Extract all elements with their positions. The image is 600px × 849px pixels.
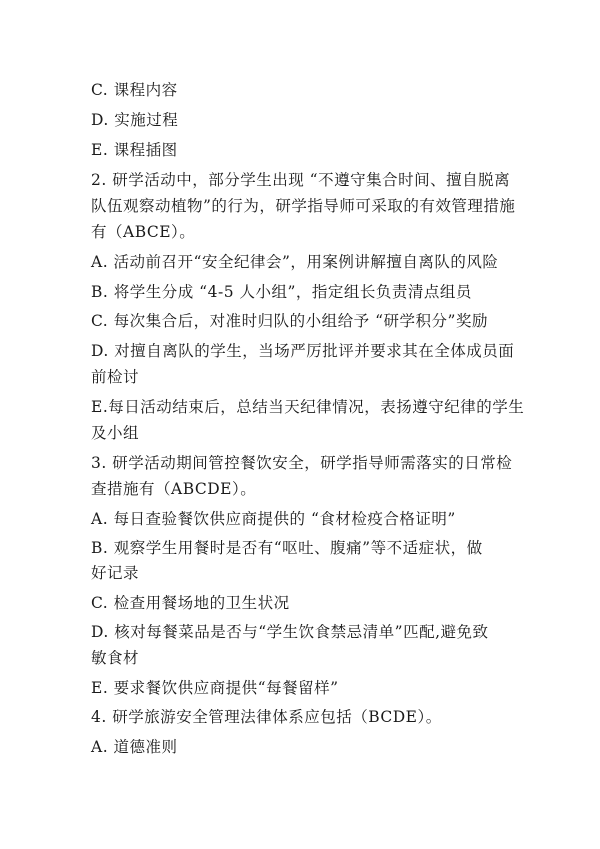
q2-option-e-line-2: 及小组 [91, 424, 140, 442]
q2-option-b: B. 将学生分成 “4-5 人小组”，指定组长负责清点组员 [91, 283, 472, 301]
q3-option-c: C. 检查用餐场地的卫生状况 [91, 594, 290, 612]
option-e-illustrations: E. 课程插图 [91, 141, 178, 159]
question-3-answer: 查措施有（ABCDE）。 [91, 480, 257, 498]
q2-option-c: C. 每次集合后，对准时归队的小组给予 “研学积分”奖励 [91, 312, 488, 330]
q3-option-a: A. 每日查验餐饮供应商提供的 “食材检疫合格证明” [91, 510, 456, 528]
q2-option-e-line-1: E.每日活动结束后，总结当天纪律情况，表扬遵守纪律的学生 [91, 398, 525, 416]
q4-option-a: A. 道德准则 [91, 738, 178, 756]
question-2-line-1: 2. 研学活动中，部分学生出现 “不遵守集合时间、擅自脱离 [91, 171, 511, 189]
q3-option-d-line-2: 敏食材 [91, 649, 140, 667]
q2-option-d-line-2: 前检讨 [91, 368, 140, 386]
q3-option-d-line-1: D. 核对每餐菜品是否与“学生饮食禁忌清单”匹配,避免致 [91, 623, 489, 641]
question-2-answer: 有（ABCE）。 [91, 223, 196, 241]
question-3-line-1: 3. 研学活动期间管控餐饮安全，研学指导师需落实的日常检 [91, 454, 513, 472]
option-c-course-content: C. 课程内容 [91, 81, 178, 99]
q2-option-a: A. 活动前召开“安全纪律会”，用案例讲解擅自离队的风险 [91, 253, 499, 271]
q3-option-e: E. 要求餐饮供应商提供“每餐留样” [91, 679, 339, 697]
option-d-implementation: D. 实施过程 [91, 111, 179, 129]
q3-option-b-line-1: B. 观察学生用餐时是否有“呕吐、腹痛”等不适症状，做 [91, 539, 483, 557]
question-4: 4. 研学旅游安全管理法律体系应包括（BCDE）。 [91, 708, 442, 726]
q3-option-b-line-2: 好记录 [91, 564, 140, 582]
q2-option-d-line-1: D. 对擅自离队的学生，当场严厉批评并要求其在全体成员面 [91, 342, 515, 360]
question-2-line-2: 队伍观察动植物”的行为，研学指导师可采取的有效管理措施 [91, 197, 516, 215]
